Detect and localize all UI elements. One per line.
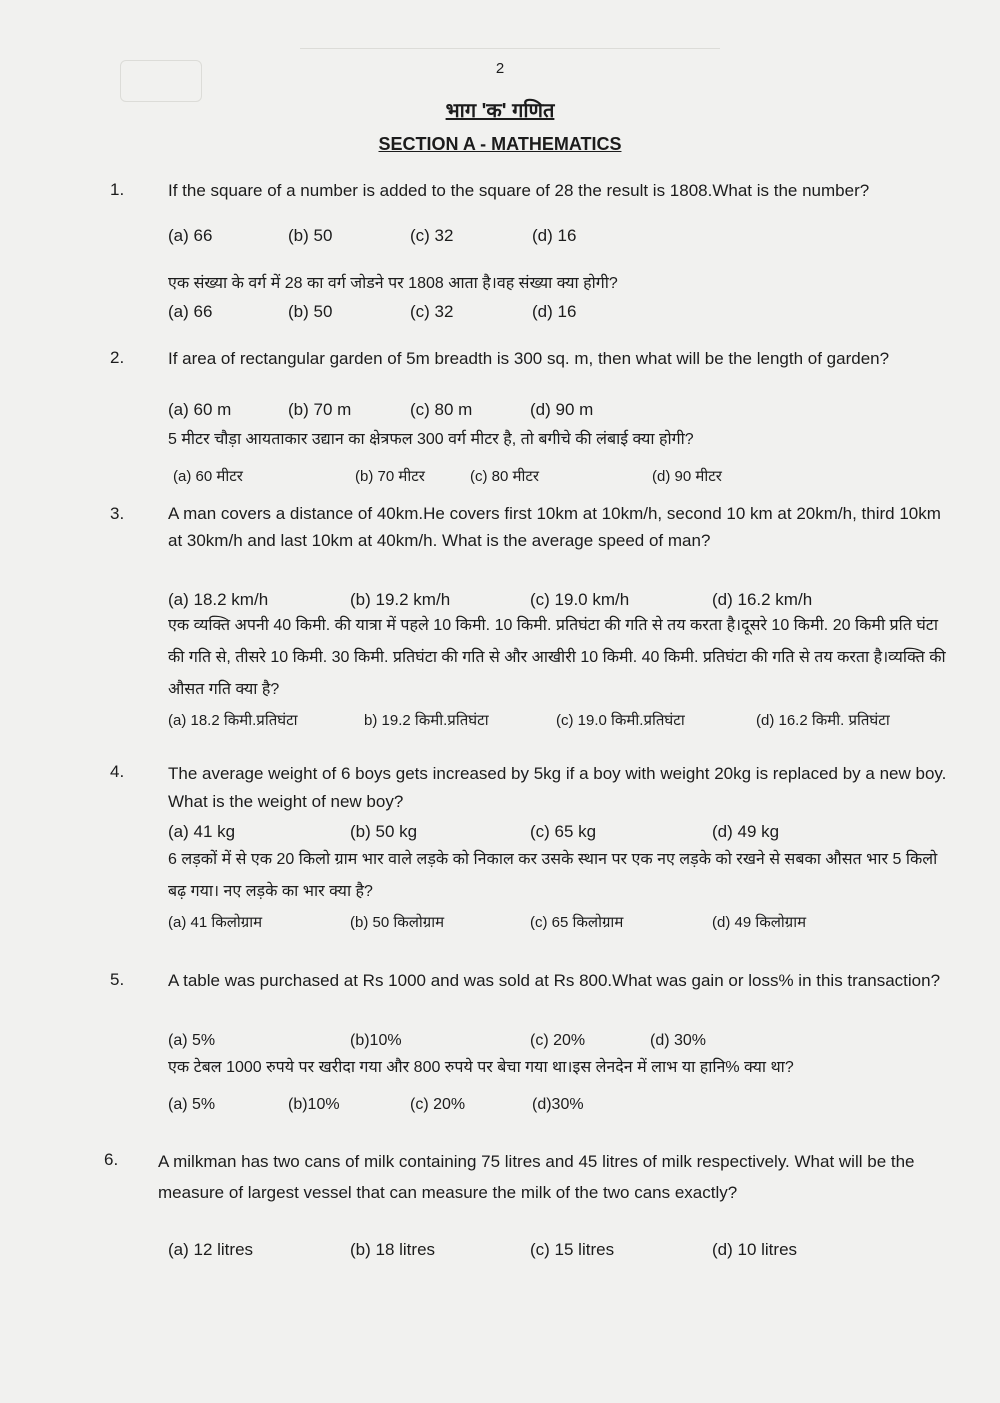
option-a: (a) 41 kg: [168, 822, 236, 841]
question-text-english: The average weight of 6 boys gets increased by 5kg if a boy with weight 20kg is replaced by a new boy. What is the weight of new boy?: [168, 764, 947, 811]
option-a: (a) 18.2 किमी.प्रतिघंटा: [168, 712, 298, 729]
question-text-hindi: 5 मीटर चौड़ा आयताकार उद्यान का क्षेत्रफल 300 वर्ग मीटर है, तो बगीचे की लंबाई क्या होगी?: [168, 431, 694, 448]
option-c: (c) 65 kg: [530, 822, 597, 841]
option-d: (d) 16: [532, 226, 577, 245]
question-text-english: If area of rectangular garden of 5m breadth is 300 sq. m, then what will be the length of garden?: [168, 349, 890, 368]
option-d: (d)30%: [532, 1096, 584, 1113]
option-a: (a) 60 m: [168, 400, 232, 419]
question-text-hindi: 6 लड़कों में से एक 20 किलो ग्राम भार वाले लड़के को निकाल कर उसके स्थान पर एक नए लड़के को रखने से सबका औसत भार 5 किलो बढ़ गया। नए लड़के का भार क्या है?: [168, 851, 938, 900]
option-d: (d) 10 litres: [712, 1240, 798, 1259]
option-b: (b) 50 kg: [350, 822, 418, 841]
question-text-hindi: एक व्यक्ति अपनी 40 किमी. की यात्रा में पहले 10 किमी. 10 किमी. प्रतिघंटा की गति से तय करता है।दूसरे 10 किमी. 20 किमी प्रति घंटा की गति से, तीसरे 10 किमी. 30 किमी. प्रतिघंटा की गति से और आखीरी 10 किमी. 40 किमी. प्रतिघंटा की गति से तय करता है।व्यक्ति की औसत गति क्या है?: [168, 617, 946, 698]
option-d: (d) 16.2 km/h: [712, 590, 813, 609]
option-b: (b) 70 मीटर: [355, 468, 425, 485]
option-c: (c) 20%: [410, 1096, 466, 1113]
options-english: [168, 1240, 958, 1266]
option-c: (c) 80 मीटर: [470, 468, 540, 485]
options-english: [168, 400, 958, 426]
option-a: (a) 41 किलोग्राम: [168, 914, 263, 931]
option-a: (a) 66: [168, 302, 213, 321]
option-c: (c) 65 किलोग्राम: [530, 914, 624, 931]
option-a: (a) 5%: [168, 1032, 216, 1049]
option-b: (b) 50: [288, 302, 333, 321]
option-b: (b) 19.2 km/h: [350, 590, 451, 609]
option-b: (b) 50 किलोग्राम: [350, 914, 445, 931]
options-hindi: [168, 710, 958, 736]
option-c: (c) 20%: [530, 1032, 586, 1049]
option-d: (d) 16.2 किमी. प्रतिघंटा: [756, 712, 890, 729]
option-c: (c) 19.0 km/h: [530, 590, 630, 609]
question-number: 3.: [110, 504, 125, 523]
option-c: (c) 19.0 किमी.प्रतिघंटा: [556, 712, 685, 729]
option-b: b) 19.2 किमी.प्रतिघंटा: [364, 712, 489, 729]
option-c: (c) 80 m: [410, 400, 473, 419]
option-d: (d) 30%: [650, 1032, 707, 1049]
options-hindi: [168, 466, 958, 492]
section-title-english: SECTION A - MATHEMATICS: [378, 134, 622, 154]
option-c: (c) 32: [410, 226, 454, 245]
option-a: (a) 12 litres: [168, 1240, 254, 1259]
option-b: (b) 18 litres: [350, 1240, 436, 1259]
option-a: (a) 5%: [168, 1096, 216, 1113]
option-d: (d) 90 मीटर: [652, 468, 722, 485]
question-text-english: A milkman has two cans of milk containing 75 litres and 45 litres of milk respectively. What will be the measure of largest vessel that can measure the milk of the two cans exactly?: [158, 1152, 915, 1202]
option-c: (c) 32: [410, 302, 454, 321]
option-a: (a) 66: [168, 226, 213, 245]
option-b: (b)10%: [350, 1032, 402, 1049]
option-b: (b) 70 m: [288, 400, 352, 419]
question-number: 5.: [110, 970, 125, 989]
question-number: 1.: [110, 180, 125, 199]
option-d: (d) 49 kg: [712, 822, 780, 841]
question-text-english: If the square of a number is added to the square of 28 the result is 1808.What is the number?: [168, 181, 870, 200]
option-b: (b) 50: [288, 226, 333, 245]
option-c: (c) 15 litres: [530, 1240, 615, 1259]
question-text-english: A man covers a distance of 40km.He covers first 10km at 10km/h, second 10 km at 20km/h, third 10km at 30km/h and last 10km at 40km/h. What is the average speed of man?: [168, 504, 941, 550]
option-d: (d) 90 m: [530, 400, 594, 419]
question-text-english: A table was purchased at Rs 1000 and was sold at Rs 800.What was gain or loss% in this transaction?: [168, 971, 941, 990]
option-a: (a) 60 मीटर: [173, 468, 243, 485]
option-d: (d) 49 किलोग्राम: [712, 914, 807, 931]
option-a: (a) 18.2 km/h: [168, 590, 269, 609]
question-text-hindi: एक टेबल 1000 रुपये पर खरीदा गया और 800 रुपये पर बेचा गया था।इस लेनदेन में लाभ या हानि% क्या था?: [168, 1059, 794, 1076]
options-hindi: [168, 912, 958, 938]
options-hindi: [168, 302, 958, 328]
options-hindi: [168, 1096, 958, 1122]
question-number: 4.: [110, 762, 125, 781]
question-number: 6.: [104, 1150, 119, 1169]
option-b: (b)10%: [288, 1096, 340, 1113]
page-number: 2: [495, 60, 505, 77]
question-number: 2.: [110, 348, 125, 367]
options-english: [168, 226, 958, 252]
question-text-hindi: एक संख्या के वर्ग में 28 का वर्ग जोडने पर 1808 आता है।वह संख्या क्या होगी?: [168, 275, 618, 292]
option-d: (d) 16: [532, 302, 577, 321]
section-title-hindi: भाग 'क' गणित: [445, 100, 555, 122]
